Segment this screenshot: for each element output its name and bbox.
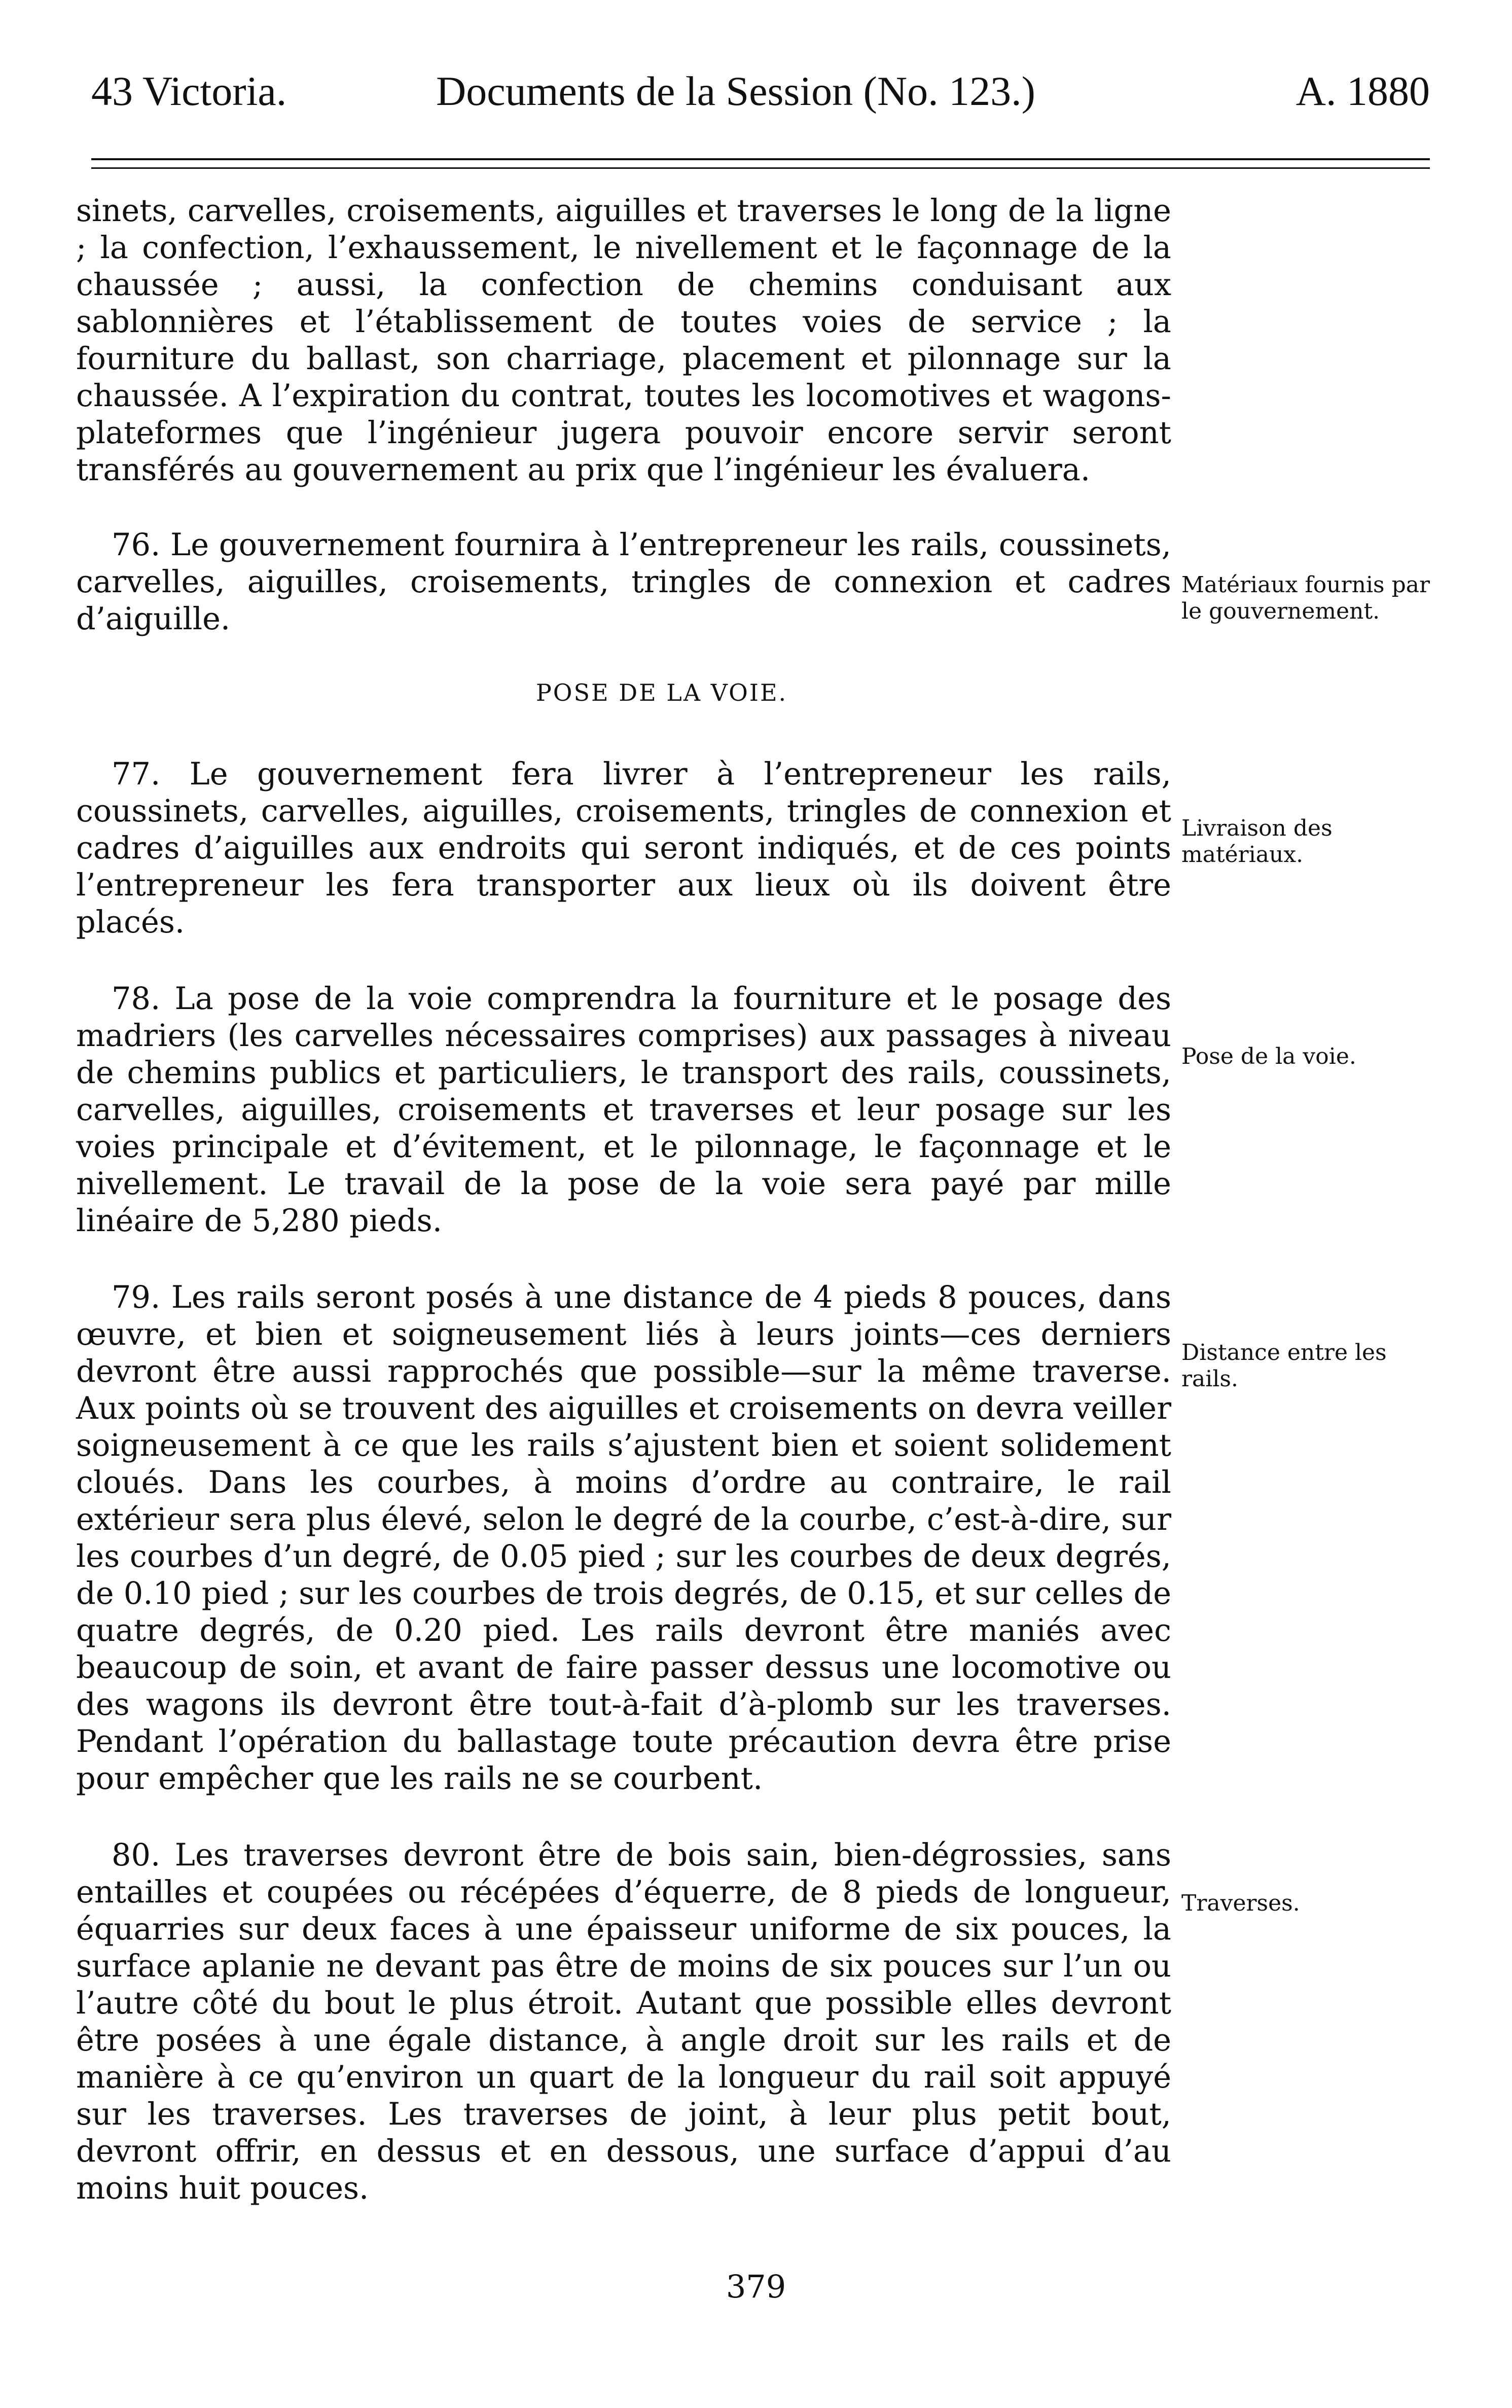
margin-note-77: Livraison des matériaux. [1181,815,1333,868]
section-heading-pose-de-la-voie: POSE DE LA VOIE. [535,679,788,706]
margin-note-76: Matériaux fournis par le gouvernement. [1181,572,1430,624]
header-rule-thin [91,167,1430,169]
page-header [91,66,1430,122]
header-year: A. 1880 [1295,68,1430,114]
section-76: 76. Le gouvernement fournira à l’entrepreneur les rails, coussinets, carvelles, aiguilles, croisements, tringles de connexion et cadres d’aiguille. [76,527,1171,637]
header-document-title: Documents de la Session (No. 123.) [436,68,1035,114]
section-80: 80. Les traverses devront être de bois sain, bien-dégrossies, sans entailles et coupées ou récépées d’équerre, de 8 pieds de longueur, équarries sur deux faces à une épaisseur uniforme de six pouces, la surface aplanie ne devant pas être de moins de six pouces sur l’un ou l’autre côté du bout le plus étroit. Autant que possible elles devront être posées à une égale distance, à angle droit sur les rails et de manière à ce qu’environ un quart de la longueur du rail soit appuyé sur les traverses. Les traverses de joint, à leur plus petit bout, devront offrir, en dessus et en dessous, une surface d’appui d’au moins huit pouces. [76,1838,1171,2206]
margin-note-79: Distance entre les rails. [1181,1340,1387,1392]
section-78: 78. La pose de la voie comprendra la fourniture et le posage des madriers (les carvelles nécessaires comprises) aux passages à niveau de chemins publics et particuliers, le transport des rails, coussinets, carvelles, aiguilles, croisements et traverses et leur posage sur les voies principale et d’évitement, et le pilonnage, le façonnage et le nivellement. Le travail de la pose de la voie sera payé par mille linéaire de 5,280 pieds. [76,981,1171,1239]
continuation-paragraph: sinets, carvelles, croisements, aiguilles et traverses le long de la ligne ; la confection, l’exhaussement, le nivellement et le façonnage de la chaussée ; aussi, la confection de chemins conduisant aux sablonnières et l’établissement de toutes voies de service ; la fourniture du ballast, son charriage, placement et pilonnage sur la chaussée. A l’expiration du contrat, toutes les locomotives et wagons-plateformes que l’ingénieur jugera pouvoir encore servir seront transférés au gouvernement au prix que l’ingénieur les évaluera. [76,193,1171,488]
section-79: 79. Les rails seront posés à une distance de 4 pieds 8 pouces, dans œuvre, et bien et soigneusement liés à leurs joints—ces derniers devront être aussi rapprochés que possible—sur la même traverse. Aux points où se trouvent des aiguilles et croisements on devra veiller soigneusement à ce que les rails s’ajustent bien et soient solidement cloués. Dans les courbes, à moins d’ordre au contraire, le rail extérieur sera plus élevé, selon le degré de la courbe, c’est-à-dire, sur les courbes d’un degré, de 0.05 pied ; sur les courbes de deux degrés, de 0.10 pied ; sur les courbes de trois degrés, de 0.15, et sur celles de quatre degrés, de 0.20 pied. Les rails devront être maniés avec beaucoup de soin, et avant de faire passer dessus une locomotive ou des wagons ils devront être tout-à-fait d’à-plomb sur les traverses. Pendant l’opération du ballastage toute précaution devra être prise pour empêcher que les rails ne se courbent. [76,1280,1171,1796]
page-number: 379 [726,2268,786,2305]
section-77: 77. Le gouvernement fera livrer à l’entrepreneur les rails, coussinets, carvelles, aiguilles, croisements, tringles de connexion et cadres d’aiguilles aux endroits qui seront indiqués, et de ces points l’entrepreneur les fera transporter aux lieux où ils doivent être placés. [76,757,1171,940]
main-text-column [76,193,1171,2207]
header-session-year: 43 Victoria. [91,68,287,114]
header-rule-thick [91,158,1430,160]
margin-note-80: Traverses. [1181,1890,1300,1916]
margin-note-78: Pose de la voie. [1181,1044,1356,1069]
